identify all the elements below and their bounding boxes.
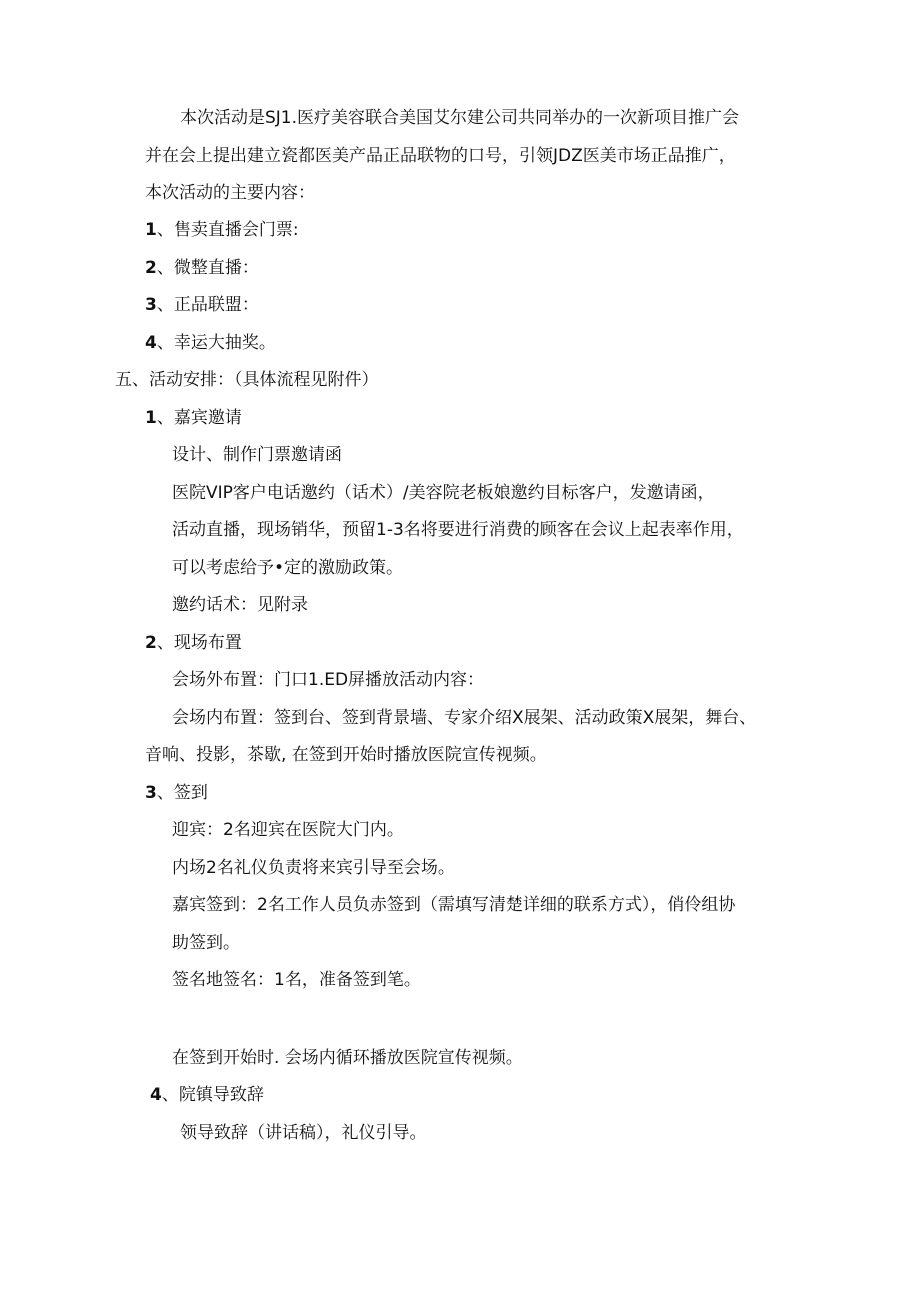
sub-separator: 、 — [156, 633, 174, 653]
sub-number: 3 — [145, 783, 157, 803]
sub-number: 4 — [150, 1085, 162, 1105]
body-line: 内场2名礼仪负责将来宾引导至会场。 — [172, 858, 455, 878]
content-item — [145, 260, 259, 277]
sub-separator: 、 — [161, 1085, 179, 1105]
body-line: 可以考虑给予•定的激励政策。 — [172, 558, 404, 578]
body-line: 助签到。 — [172, 933, 240, 953]
item-number: 2 — [145, 258, 157, 278]
sub-title: 现场布置 — [173, 633, 242, 653]
sub-separator: 、 — [156, 408, 174, 428]
intro-line-2: 并在会上提出建立瓷都医美产品正品联物的口号，引领JDZ医美市场正品推广， — [145, 146, 736, 166]
content-item — [145, 222, 299, 239]
section-heading: 五、活动安排：（具体流程见附件） — [115, 370, 379, 390]
item-separator: 、 — [156, 258, 174, 278]
subsection-heading — [145, 410, 242, 427]
body-line: 会场内布置：签到台、签到背景墙、专家介绍X展架、活动政策X展架，舞台、 — [172, 708, 757, 728]
content-item — [145, 297, 259, 314]
subsection-heading — [145, 635, 242, 652]
sub-title: 院镇导致辞 — [178, 1085, 264, 1105]
body-line: 迎宾：2名迎宾在医院大门内。 — [172, 820, 404, 840]
item-separator: 、 — [156, 333, 174, 353]
body-line: 在签到开始时. 会场内循环播放医院宣传视频。 — [172, 1048, 523, 1068]
sub-title: 签到 — [173, 783, 208, 803]
content-item — [145, 335, 276, 352]
body-line: 活动直播，现场销华，预留1-3名将要进行消费的顾客在会议上起表率作用， — [172, 520, 744, 540]
item-text: 正品联盟： — [173, 295, 259, 315]
item-text: 微整直播： — [173, 258, 259, 278]
body-line: 音响、投影，茶歇, 在签到开始时播放医院宣传视频。 — [145, 745, 547, 765]
body-line: 邀约话术：见附录 — [172, 595, 308, 615]
item-separator: 、 — [156, 220, 174, 240]
body-line: 嘉宾签到：2名工作人员负赤签到（需填写清楚详细的联系方式），俏伶组协 — [172, 895, 736, 915]
body-line: 领导致辞（讲话稿），礼仪引导。 — [180, 1123, 427, 1143]
item-number: 1 — [145, 220, 157, 240]
item-text: 售卖直播会门票: — [173, 220, 299, 240]
body-line: 签名地签名：1名，准备签到笔。 — [172, 970, 421, 990]
sub-separator: 、 — [156, 783, 174, 803]
subsection-heading — [145, 785, 208, 802]
intro-line-1: 本次活动是SJ1.医疗美容联合美国艾尔建公司共同举办的一次新项目推广会 — [180, 108, 740, 128]
sub-number: 2 — [145, 633, 157, 653]
item-number: 3 — [145, 295, 157, 315]
sub-title: 嘉宾邀请 — [173, 408, 242, 428]
item-separator: 、 — [156, 295, 174, 315]
intro-line-3: 本次活动的主要内容： — [145, 183, 315, 203]
body-line: 设计、制作门票邀请函 — [172, 445, 342, 465]
subsection-heading — [150, 1087, 264, 1104]
item-text: 幸运大抽奖。 — [173, 333, 276, 353]
body-line: 会场外布置：门口1.ED屏播放活动内容： — [172, 670, 485, 690]
item-number: 4 — [145, 333, 157, 353]
body-line: 医院VIP客户电话邀约（话术）/美容院老板娘邀约目标客户，发邀请函， — [172, 483, 715, 503]
sub-number: 1 — [145, 408, 157, 428]
